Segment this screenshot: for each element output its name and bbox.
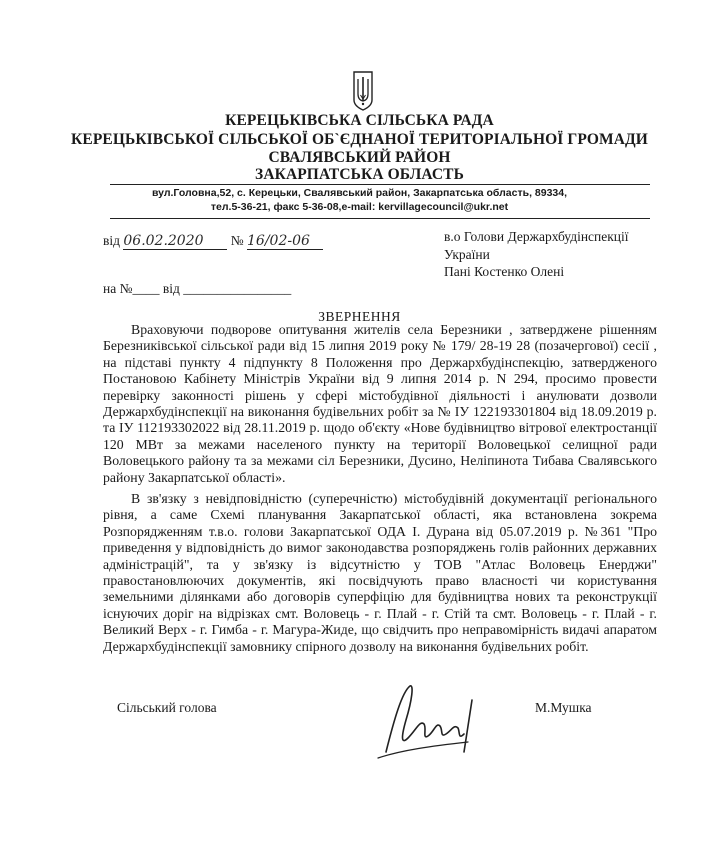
org-contacts: тел.5-36-21, факс 5-36-08,e-mail: kervillagecouncil@ukr.net — [210, 201, 509, 213]
handwritten-signature — [372, 680, 484, 764]
registration-line — [103, 233, 323, 250]
signatory-role: Сільський голова — [117, 700, 217, 715]
addressee-position: в.о Голови Держархбудінспекції — [444, 229, 629, 244]
trident-emblem-icon — [351, 70, 375, 112]
body-paragraph-2: В зв'язку з невідповідністю (суперечністю) містобудівній документації регіонального рівня, а саме Схемі планування Закарпатської області, яка встановлена зокрема Розпорядженням т.в.о. голови Закарпатської ОДА І. Дурана від 05.07.2019 р. №361 "Про приведення у відповідність до вимог законодавства розпоряджень голів районних державних адміністрацій", та у зв'язку із відсутністю у ТОВ "Атлас Воловець Енерджи" правостановлюючих документів, які посвідчують право власності чи користування земельними ділянками або договорів суперфіцію для будівництва нових та реконструкції існуючих доріг на відрізках смт. Воловець - г. Плай - г. Стій та смт. Воловець - г. Плай - г. Великий Верх - г. Гимба - г. Магура-Жиде, що свідчить про неправомірність видачі апаратом Держархбудінспекції замовнику спірного дозволу на виконання будівельних робіт. — [103, 491, 657, 654]
org-name-line2: КЕРЕЦЬКІВСЬКОЇ СІЛЬСЬКОЇ ОБ`ЄДНАНОЇ ТЕРИТОРІАЛЬНОЇ ГРОМАДИ — [71, 131, 648, 148]
letterhead-divider-top — [110, 184, 650, 185]
letter-date: 06.02.2020 — [123, 233, 227, 250]
document-title: ЗВЕРНЕННЯ — [318, 309, 401, 324]
body-paragraph-1: Враховуючи подворове опитування жителів села Березники , затверджене рішенням Березниківської сільської ради від 15 липня 2019 року № 179/ 28-19 28 (позачергової) сесії , на підставі пункту 4 підпункту 8 Положення про Держархбудінспекцію, затвердженого Постановою Кабінету Міністрів України від 9 липня 2014 р. N 294, просимо провести перевірку законності рішень у сфері містобудівної діяльності і анулювати дозволи Держархбудінспекції на виконання будівельних робіт за № ІУ 122193301804 від 18.09.2019 р. та ІУ 112193302022 від 28.11.2019 р. щодо об'єкту «Нове будівництво вітрової електростанції 120 МВт за межами населеного пункту на території Воловецької селищної ради Воловецького району та за межами сіл Березники, Дусино, Неліпинота Тибава Свалявського району Закарпатської області». — [103, 322, 657, 485]
letter-number: 16/02-06 — [247, 233, 323, 250]
from-label: від — [103, 233, 120, 248]
addressee-country: України — [444, 246, 490, 262]
letterhead-divider-bottom — [110, 218, 650, 219]
org-name-line1: КЕРЕЦЬКІВСЬКА СІЛЬСЬКА РАДА — [225, 112, 494, 129]
org-region: ЗАКАРПАТСЬКА ОБЛАСТЬ — [255, 166, 464, 183]
number-label: № — [230, 233, 244, 248]
signatory-name: М.Мушка — [535, 700, 592, 715]
addressee-block — [444, 228, 629, 281]
reference-line: на №____ від ________________ — [103, 281, 292, 296]
addressee-name: Пані Костенко Олені — [444, 264, 565, 279]
org-address: вул.Головна,52, с. Керецьки, Свалявський район, Закарпатська область, 89334, — [151, 187, 568, 199]
org-district: СВАЛЯВСЬКИЙ РАЙОН — [268, 149, 451, 166]
